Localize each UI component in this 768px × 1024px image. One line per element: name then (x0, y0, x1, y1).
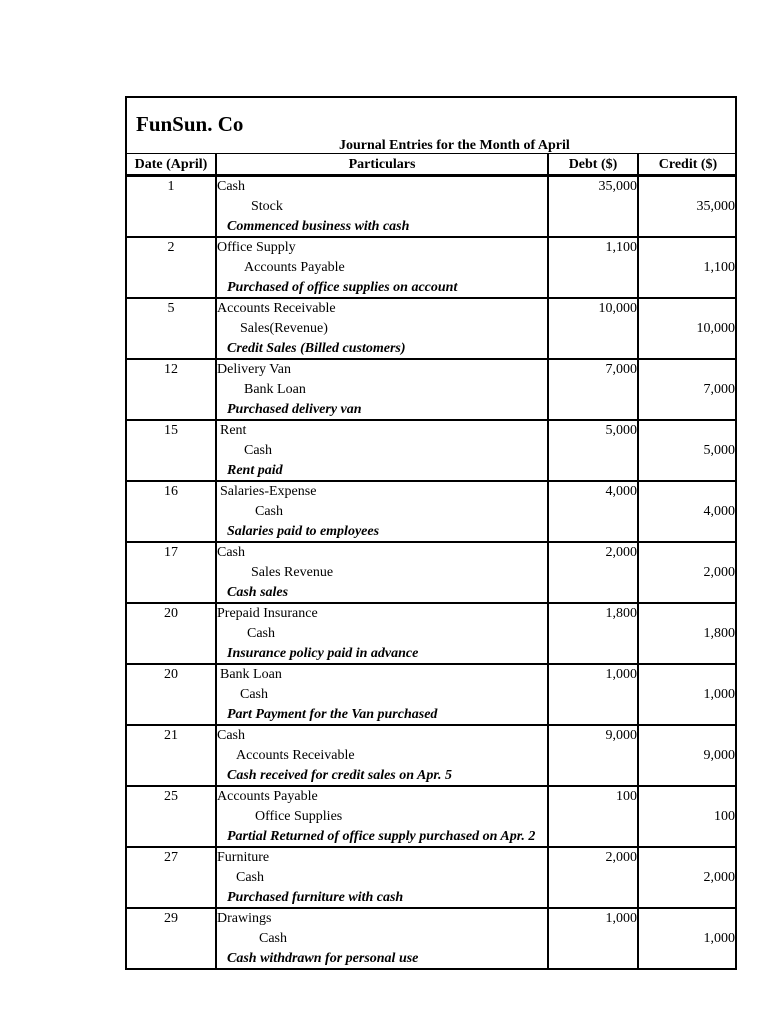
entry-narration: Partial Returned of office supply purchased on Apr. 2 (227, 829, 536, 844)
entry-date: 29 (164, 911, 178, 926)
credit-amount: 2,000 (703, 565, 735, 580)
entry-date: 20 (164, 606, 178, 621)
credit-amount: 1,000 (703, 931, 735, 946)
debit-amount: 1,800 (605, 606, 637, 621)
credit-amount: 1,800 (703, 626, 735, 641)
debit-amount: 2,000 (605, 850, 637, 865)
entry-narration: Credit Sales (Billed customers) (227, 341, 406, 356)
journal-entry (127, 482, 735, 543)
credit-account: Stock (251, 199, 283, 214)
entry-date: 16 (164, 484, 178, 499)
entry-narration: Purchased of office supplies on account (227, 280, 458, 295)
journal-entry (127, 665, 735, 726)
entry-narration: Salaries paid to employees (227, 524, 380, 539)
debit-account: Office Supply (217, 240, 296, 255)
credit-amount: 10,000 (696, 321, 735, 336)
debit-account: Accounts Receivable (217, 301, 336, 316)
credit-amount: 35,000 (696, 199, 735, 214)
entry-narration: Cash withdrawn for personal use (227, 951, 419, 966)
journal-entry (127, 909, 735, 970)
credit-account: Cash (240, 687, 268, 702)
credit-account: Office Supplies (255, 809, 343, 824)
entry-date: 25 (164, 789, 178, 804)
particulars-column-header: Particulars (348, 157, 416, 172)
credit-account: Cash (236, 870, 264, 885)
debit-account: Furniture (217, 850, 270, 865)
journal-title: Journal Entries for the Month of April (339, 138, 570, 153)
debit-account: Rent (220, 423, 247, 438)
credit-amount: 2,000 (703, 870, 735, 885)
credit-account: Accounts Payable (244, 260, 345, 275)
entry-narration: Part Payment for the Van purchased (227, 707, 438, 722)
entry-narration: Purchased delivery van (227, 402, 362, 417)
debit-amount: 9,000 (605, 728, 637, 743)
credit-amount: 9,000 (703, 748, 735, 763)
debit-amount: 5,000 (605, 423, 637, 438)
journal-entry (127, 787, 735, 848)
credit-account: Sales Revenue (251, 565, 334, 580)
credit-account: Bank Loan (244, 382, 306, 397)
entry-narration: Cash received for credit sales on Apr. 5 (227, 768, 453, 783)
credit-account: Accounts Receivable (236, 748, 355, 763)
entry-narration: Cash sales (227, 585, 289, 600)
date-column-header: Date (April) (134, 157, 208, 172)
debit-amount: 4,000 (605, 484, 637, 499)
debit-amount: 7,000 (605, 362, 637, 377)
debit-account: Cash (217, 179, 245, 194)
debit-account: Accounts Payable (217, 789, 318, 804)
credit-amount: 100 (714, 809, 735, 824)
entry-date: 2 (167, 240, 175, 255)
entry-date: 27 (164, 850, 178, 865)
entry-narration: Commenced business with cash (227, 219, 410, 234)
credit-amount: 1,100 (703, 260, 735, 275)
journal-sheet (125, 96, 737, 970)
debit-account: Cash (217, 545, 245, 560)
journal-entry (127, 604, 735, 665)
entry-date: 17 (164, 545, 178, 560)
journal-entry (127, 177, 735, 238)
debit-account: Drawings (217, 911, 272, 926)
debit-amount: 10,000 (598, 301, 637, 316)
entry-date: 5 (167, 301, 175, 316)
debit-amount: 1,000 (605, 667, 637, 682)
journal-entry (127, 726, 735, 787)
debit-amount: 1,100 (605, 240, 637, 255)
debit-amount: 1,000 (605, 911, 637, 926)
credit-account: Cash (244, 443, 272, 458)
credit-amount: 5,000 (703, 443, 735, 458)
debit-amount: 35,000 (598, 179, 637, 194)
journal-entry (127, 848, 735, 909)
journal-entry (127, 543, 735, 604)
credit-account: Cash (247, 626, 275, 641)
journal-entry (127, 360, 735, 421)
credit-account: Cash (259, 931, 287, 946)
entry-date: 20 (164, 667, 178, 682)
credit-amount: 1,000 (703, 687, 735, 702)
entry-narration: Insurance policy paid in advance (227, 646, 419, 661)
credit-amount: 7,000 (703, 382, 735, 397)
debit-amount: 100 (616, 789, 637, 804)
journal-entry (127, 299, 735, 360)
debit-account: Prepaid Insurance (217, 606, 318, 621)
debit-account: Cash (217, 728, 245, 743)
header-top-rule (127, 153, 735, 154)
entry-date: 1 (167, 179, 175, 194)
entry-narration: Purchased furniture with cash (227, 890, 404, 905)
debit-column-header: Debt ($) (568, 157, 618, 172)
debit-account: Delivery Van (217, 362, 291, 377)
credit-column-header: Credit ($) (658, 157, 718, 172)
debit-account: Salaries-Expense (220, 484, 317, 499)
credit-account: Sales(Revenue) (240, 321, 328, 336)
credit-account: Cash (255, 504, 283, 519)
entry-date: 21 (164, 728, 178, 743)
entry-date: 15 (164, 423, 178, 438)
debit-account: Bank Loan (220, 667, 282, 682)
company-name: FunSun. Co (136, 112, 244, 136)
journal-entry (127, 238, 735, 299)
entry-narration: Rent paid (227, 463, 283, 478)
debit-amount: 2,000 (605, 545, 637, 560)
entry-date: 12 (164, 362, 178, 377)
credit-amount: 4,000 (703, 504, 735, 519)
journal-entry (127, 421, 735, 482)
